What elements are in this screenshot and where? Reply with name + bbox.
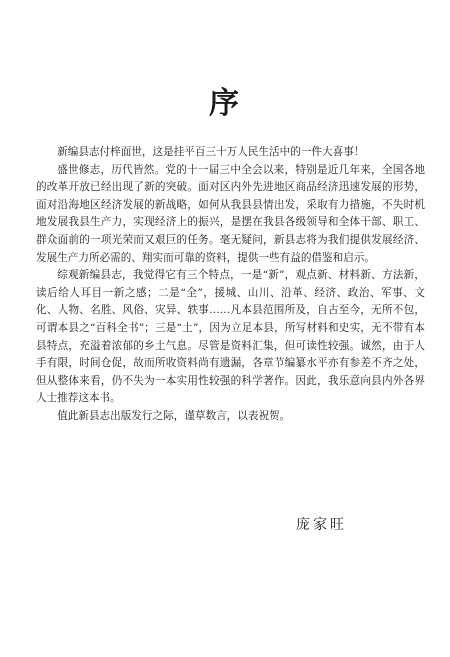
page-title: 序 (209, 86, 241, 121)
paragraph-4: 值此新县志出版发行之际，谨草数言，以表祝贺。 (57, 409, 291, 422)
author-signature: 庞家旺 (296, 517, 347, 533)
paragraph-3: 综观新编县志，我觉得它有三个特点，一是“新”，观点新、材料新、方法新，读后给人耳目一新之感；二是“全”，援城、山川、沿革、经济、政治、军事、文化、人物、名胜、风俗、灾异、轶事……凡本县范围所及，自古至今，无所不包，可谓本县之“百科全书”；三是“土”，因为立足本县，所写材料和史实，无不带有本县特点，充溢着浓郁的乡土气息。尽管是资料汇集，但可读性较强。诚然，由于人手有限，时间仓促，故而所收资料尚有遗漏，各章节编纂水平亦有参差不齐之处，但从整体来看，仍不失为一本实用性较强的科学著作。因此，我乐意向县内外各界人士推荐这本书。 (36, 269, 425, 405)
paragraph-2: 盛世修志，历代皆然。党的十一届三中全会以来，特别是近几年来，全国各地的改革开放已经出现了新的突破。面对区内外先进地区商品经济迅速发展的形势，面对沿海地区经济发展的新战略，如何从我县县情出发，采取有力措施，不失时机地发展我县生产力，实现经济上的振兴，是摆在我县各级领导和全体干部、职工、群众面前的一项光荣而又艰巨的任务。毫无疑问，新县志将为我们提供发展经济、发展生产力所必需的、翔实而可靠的资料，提供一些有益的借鉴和启示。 (36, 163, 425, 264)
paragraph-1: 新编县志付梓面世，这是挂平百三十万人民生活中的一件大喜事！ (57, 146, 365, 158)
preface-body (36, 144, 425, 426)
